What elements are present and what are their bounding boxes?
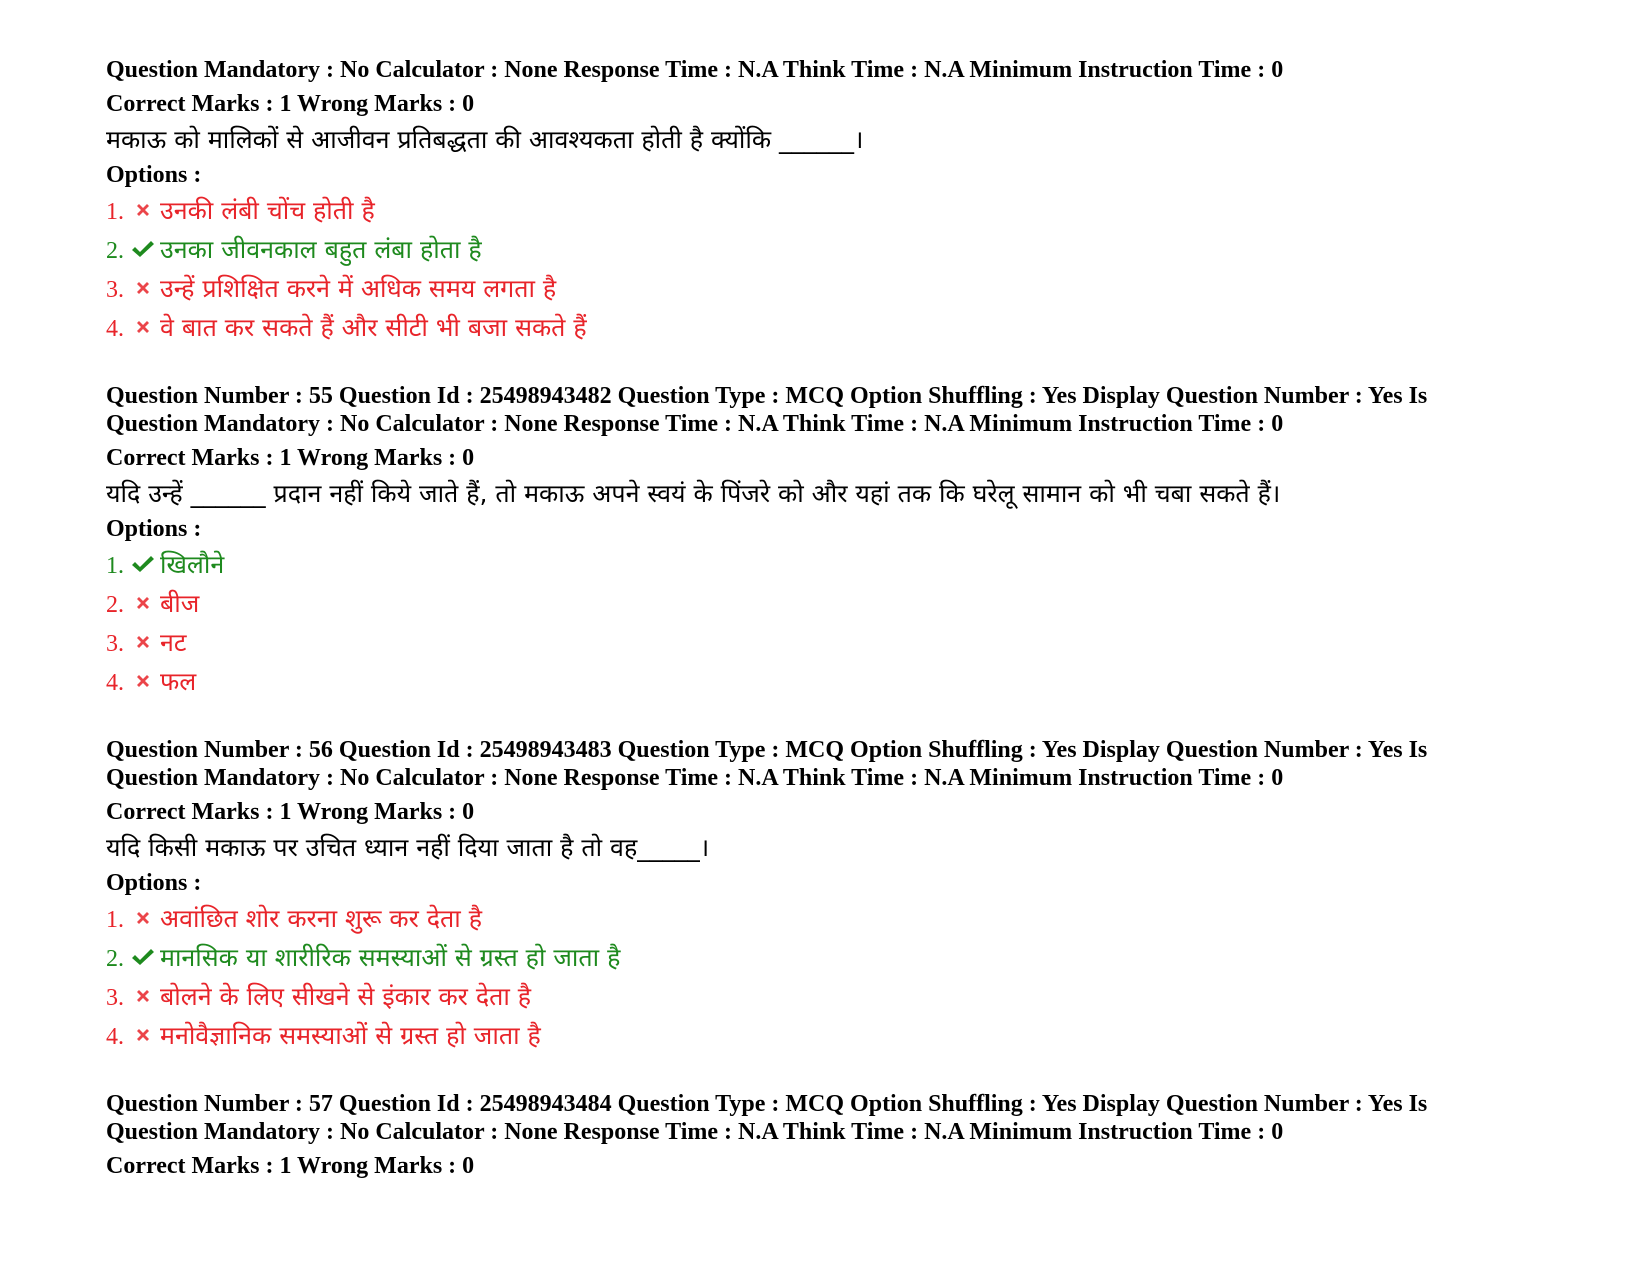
question-marks: Correct Marks : 1 Wrong Marks : 0 xyxy=(106,799,475,825)
option-item xyxy=(106,622,1566,661)
cross-icon xyxy=(130,629,156,655)
cross-icon xyxy=(130,668,156,694)
option-text: वे बात कर सकते हैं और सीटी भी बजा सकते हैं xyxy=(160,312,587,342)
option-number: 2. xyxy=(106,946,124,972)
option-number: 2. xyxy=(106,238,124,264)
option-item xyxy=(106,661,1566,700)
option-number: 4. xyxy=(106,670,124,696)
option-item xyxy=(106,898,1566,937)
option-text: खिलौने xyxy=(160,549,225,579)
option-text: अवांछित शोर करना शुरू कर देता है xyxy=(160,903,483,933)
question-meta-line2: Question Mandatory : No Calculator : None Response Time : N.A Think Time : N.A Minimum Instruction Time : 0 xyxy=(106,57,1284,83)
option-number: 3. xyxy=(106,985,124,1011)
option-text: बीज xyxy=(160,588,200,618)
question-text: यदि किसी मकाऊ पर उचित ध्यान नहीं दिया जाता है तो वह_____। xyxy=(106,833,710,862)
options-label: Options : xyxy=(106,870,202,896)
question-57-block xyxy=(106,1090,1566,1180)
option-number: 1. xyxy=(106,553,124,579)
cross-icon xyxy=(130,314,156,340)
option-text: उनका जीवनकाल बहुत लंबा होता है xyxy=(160,234,482,264)
cross-icon xyxy=(130,275,156,301)
options-label: Options : xyxy=(106,162,202,188)
option-number: 2. xyxy=(106,592,124,618)
option-item xyxy=(106,190,1566,229)
question-meta-line2: Question Mandatory : No Calculator : None Response Time : N.A Think Time : N.A Minimum Instruction Time : 0 xyxy=(106,411,1284,437)
question-meta-line1: Question Number : 55 Question Id : 25498943482 Question Type : MCQ Option Shuffling : Yes Display Question Number : Yes Is xyxy=(106,383,1428,409)
option-text: फल xyxy=(160,666,197,696)
option-number: 3. xyxy=(106,277,124,303)
question-meta-line2: Question Mandatory : No Calculator : None Response Time : N.A Think Time : N.A Minimum Instruction Time : 0 xyxy=(106,765,1284,791)
option-number: 3. xyxy=(106,631,124,657)
question-56-block xyxy=(106,736,1566,1054)
question-paper-page xyxy=(106,56,1566,1180)
question-meta-line2: Question Mandatory : No Calculator : None Response Time : N.A Think Time : N.A Minimum Instruction Time : 0 xyxy=(106,1119,1284,1145)
check-icon xyxy=(130,551,156,577)
option-item xyxy=(106,544,1566,583)
option-item xyxy=(106,583,1566,622)
cross-icon xyxy=(130,590,156,616)
option-number: 4. xyxy=(106,1024,124,1050)
option-text: बोलने के लिए सीखने से इंकार कर देता है xyxy=(160,981,532,1011)
cross-icon xyxy=(130,905,156,931)
option-number: 4. xyxy=(106,316,124,342)
check-icon xyxy=(130,236,156,262)
cross-icon xyxy=(130,197,156,223)
cross-icon xyxy=(130,1022,156,1048)
option-item xyxy=(106,307,1566,346)
option-item xyxy=(106,976,1566,1015)
question-marks: Correct Marks : 1 Wrong Marks : 0 xyxy=(106,1153,475,1179)
option-item xyxy=(106,229,1566,268)
question-marks: Correct Marks : 1 Wrong Marks : 0 xyxy=(106,445,475,471)
option-text: उनकी लंबी चोंच होती है xyxy=(160,195,375,225)
option-item xyxy=(106,937,1566,976)
question-54-block xyxy=(106,56,1566,346)
options-label: Options : xyxy=(106,516,202,542)
question-text: मकाऊ को मालिकों से आजीवन प्रतिबद्धता की आवश्यकता होती है क्योंकि ______। xyxy=(106,125,864,154)
question-55-block xyxy=(106,382,1566,700)
option-number: 1. xyxy=(106,199,124,225)
cross-icon xyxy=(130,983,156,1009)
option-text: मनोवैज्ञानिक समस्याओं से ग्रस्त हो जाता है xyxy=(160,1020,541,1050)
option-item xyxy=(106,1015,1566,1054)
option-item xyxy=(106,268,1566,307)
question-meta-line1: Question Number : 56 Question Id : 25498943483 Question Type : MCQ Option Shuffling : Yes Display Question Number : Yes Is xyxy=(106,737,1428,763)
question-text: यदि उन्हें ______ प्रदान नहीं किये जाते हैं, तो मकाऊ अपने स्वयं के पिंजरे को और यहां तक कि घरेलू सामान को भी चबा सकते हैं। xyxy=(106,479,1281,508)
check-icon xyxy=(130,944,156,970)
question-meta-line1: Question Number : 57 Question Id : 25498943484 Question Type : MCQ Option Shuffling : Yes Display Question Number : Yes Is xyxy=(106,1091,1428,1117)
option-number: 1. xyxy=(106,907,124,933)
option-text: उन्हें प्रशिक्षित करने में अधिक समय लगता है xyxy=(160,273,557,303)
option-text: मानसिक या शारीरिक समस्याओं से ग्रस्त हो जाता है xyxy=(160,942,621,972)
option-text: नट xyxy=(160,627,187,657)
question-marks: Correct Marks : 1 Wrong Marks : 0 xyxy=(106,91,475,117)
